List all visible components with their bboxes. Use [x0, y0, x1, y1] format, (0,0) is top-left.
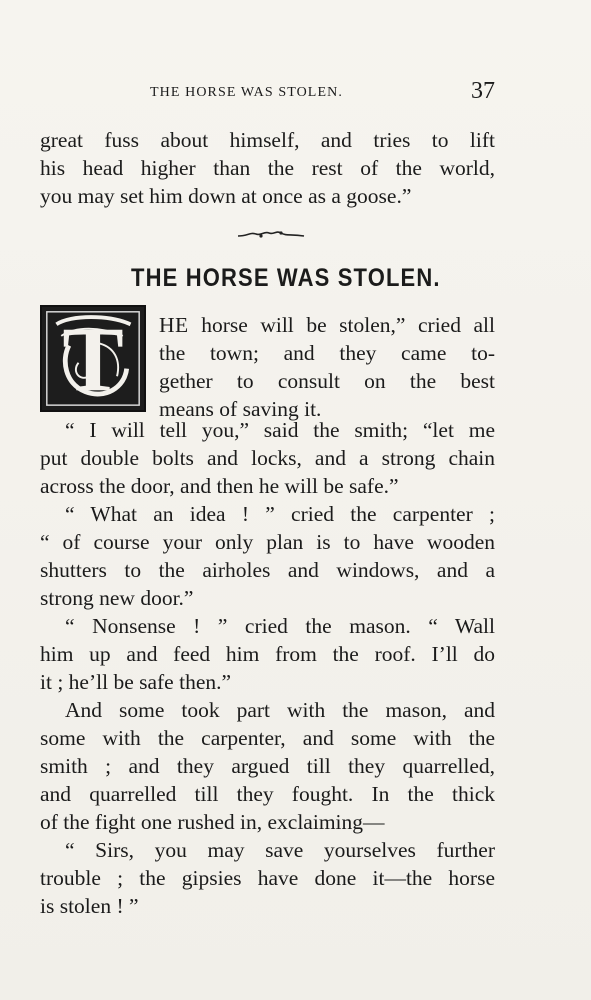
text-line: some with the carpenter, and some with the: [40, 726, 495, 750]
text-line: “ Sirs, you may save yourselves further: [65, 838, 495, 862]
text-line: shutters to the airholes and windows, and a: [40, 558, 495, 582]
text-line: the town; and they came to-: [159, 341, 495, 365]
text-line: and quarrelled till they fought. In the thick: [40, 782, 495, 806]
text-line: gether to consult on the best: [159, 369, 495, 393]
drop-cap-letter: T: [62, 308, 124, 410]
text-line: “ What an idea ! ” cried the carpenter ;: [65, 502, 495, 526]
text-line: [159, 311, 495, 339]
chapter-title: THE HORSE WAS STOLEN.: [131, 264, 441, 292]
decorative-drop-cap: [40, 305, 146, 412]
text-line: “ of course your only plan is to have wooden: [40, 530, 495, 554]
text-line: of the fight one rushed in, exclaiming—: [40, 810, 385, 834]
page-number: 37: [471, 78, 495, 104]
previous-section-text: [40, 126, 495, 210]
chapter-body-text: [40, 416, 495, 920]
text-line: put double bolts and locks, and a strong chain: [40, 446, 495, 470]
lead-small-caps: HE: [159, 313, 189, 337]
text-line: strong new door.”: [40, 586, 194, 610]
text-line: smith ; and they argued till they quarrelled,: [40, 754, 495, 778]
text-line: him up and feed him from the roof. I’ll do: [40, 642, 495, 666]
text-line: it ; he’ll be safe then.”: [40, 670, 232, 694]
running-head: [40, 78, 495, 108]
text-line: trouble ; the gipsies have done it—the horse: [40, 866, 495, 890]
text-line: “ I will tell you,” said the smith; “let me: [65, 418, 495, 442]
opening-line-text: horse will be stolen,” cried all: [201, 313, 495, 337]
chapter-opening-text: [159, 311, 495, 423]
text-line: across the door, and then he will be safe.”: [40, 474, 399, 498]
text-line: great fuss about himself, and tries to lift: [40, 128, 495, 152]
text-line: is stolen ! ”: [40, 894, 139, 918]
running-title: THE HORSE WAS STOLEN.: [150, 85, 343, 100]
text-line: “ Nonsense ! ” cried the mason. “ Wall: [65, 614, 495, 638]
ornament-divider: [236, 226, 306, 244]
text-line: means of saving it.: [159, 397, 322, 421]
text-line: you may set him down at once as a goose.”: [40, 184, 412, 208]
text-line: his head higher than the rest of the world,: [40, 156, 495, 180]
text-line: And some took part with the mason, and: [65, 698, 495, 722]
